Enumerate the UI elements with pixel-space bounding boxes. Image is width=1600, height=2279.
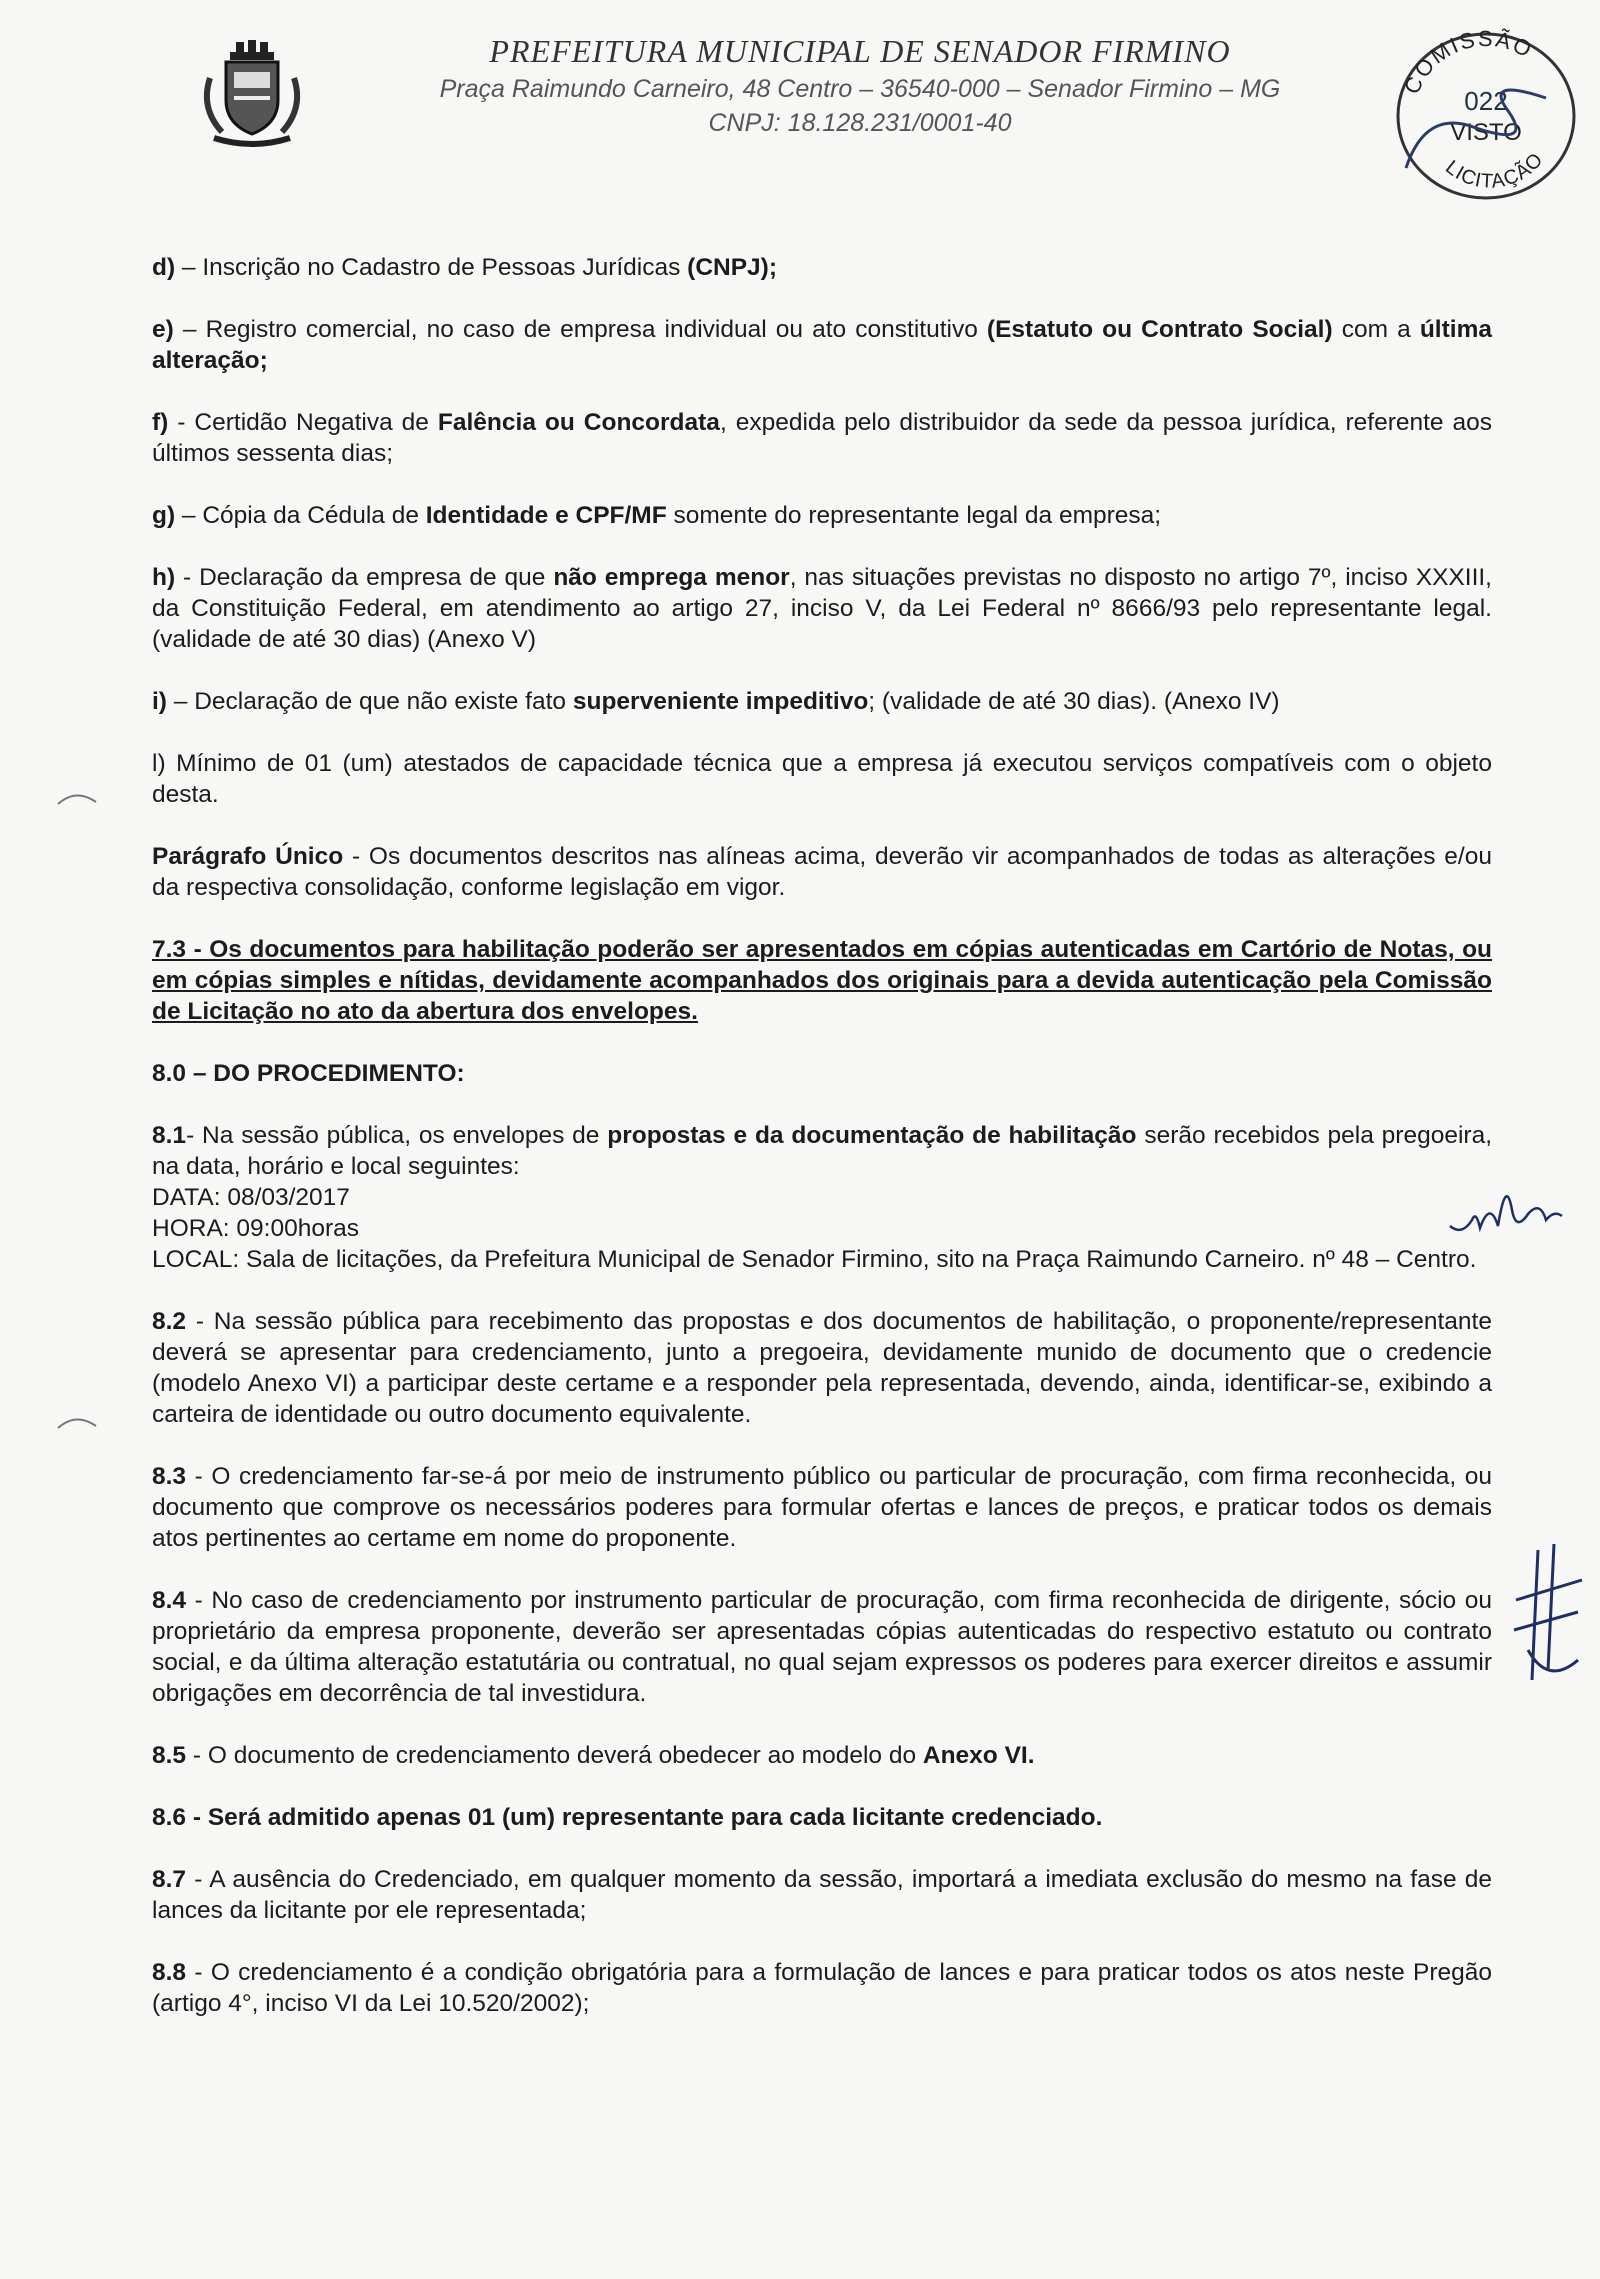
- item-l: l) Mínimo de 01 (um) atestados de capacidade técnica que a empresa já executou serviços compatíveis com o objeto desta.: [152, 750, 1492, 808]
- letterhead-title: PREFEITURA MUNICIPAL DE SENADOR FIRMINO: [489, 33, 1231, 69]
- section-8-3: 8.3 - O credenciamento far-se-á por meio de instrumento público ou particular de procuração, com firma reconhecida, ou documento que comprove os necessários poderes para formular ofertas e lances de preços, e praticar todos os demais atos pertinentes ao certame em nome do proponente.: [152, 1463, 1492, 1552]
- item-g: g) – Cópia da Cédula de Identidade e CPF/MF somente do representante legal da empresa;: [152, 502, 1162, 529]
- item-e: e) – Registro comercial, no caso de empresa individual ou ato constitutivo (Estatuto ou Contrato Social) com a última alteração;: [152, 316, 1492, 374]
- stamp-bottom-text: LICITAÇÃO: [1441, 148, 1548, 193]
- document-body: [152, 240, 1492, 2019]
- section-8-6: 8.6 - Será admitido apenas 01 (um) representante para cada licitante credenciado.: [152, 1804, 1103, 1831]
- item-d: d) – Inscrição no Cadastro de Pessoas Jurídicas (CNPJ);: [152, 254, 778, 281]
- handwritten-signature-icon: [1508, 1540, 1588, 1690]
- section-8-2: 8.2 - Na sessão pública para recebimento das propostas e dos documentos de habilitação, o proponente/representante deverá se apresentar para credenciamento, junto a pregoeira, devidamente munido de documento que o credencie (modelo Anexo VI) a participar deste certame e a responder pela representada, devendo, ainda, identificar-se, exibindo a carteira de identidade ou outro documento equivalente.: [152, 1308, 1492, 1428]
- margin-mark-icon: [56, 788, 98, 808]
- session-time: HORA: 09:00horas: [152, 1215, 359, 1242]
- item-f: f) - Certidão Negativa de Falência ou Concordata, expedida pelo distribuidor da sede da pessoa jurídica, referente aos últimos sessenta dias;: [152, 409, 1493, 467]
- commission-stamp-icon: [1386, 18, 1586, 208]
- letterhead-address: Praça Raimundo Carneiro, 48 Centro – 36540-000 – Senador Firmino – MG: [439, 75, 1281, 103]
- stamp-top-text: COMISSÃO: [1398, 25, 1538, 98]
- section-8-0-heading: 8.0 – DO PROCEDIMENTO:: [152, 1060, 465, 1087]
- session-date: DATA: 08/03/2017: [152, 1184, 350, 1211]
- paragrafo-unico: Parágrafo Único - Os documentos descritos nas alíneas acima, deverão vir acompanhados de todas as alterações e/ou da respectiva consolidação, conforme legislação em vigor.: [152, 843, 1492, 901]
- section-8-1: 8.1- Na sessão pública, os envelopes de propostas e da documentação de habilitação serão recebidos pela pregoeira, na data, horário e local seguintes:: [152, 1122, 1493, 1180]
- stamp-middle-text: VISTO: [1450, 119, 1522, 146]
- section-7-3: 7.3 - Os documentos para habilitação poderão ser apresentados em cópias autenticadas em Cartório de Notas, ou em cópias simples e nítidas, devidamente acompanhados dos originais para a devida autenticação pela Comissão de Licitação no ato da abertura dos envelopes.: [152, 936, 1492, 1025]
- municipal-crest-icon: [196, 38, 308, 150]
- letterhead-cnpj: CNPJ: 18.128.231/0001-40: [708, 109, 1012, 137]
- section-8-7: 8.7 - A ausência do Credenciado, em qualquer momento da sessão, importará a imediata exclusão do mesmo na fase de lances da licitante por ele representada;: [152, 1866, 1492, 1924]
- item-i: i) – Declaração de que não existe fato superveniente impeditivo; (validade de até 30 dias). (Anexo IV): [152, 688, 1280, 715]
- section-8-4: 8.4 - No caso de credenciamento por instrumento particular de procuração, com firma reconhecida de dirigente, sócio ou proprietário da empresa proponente, deverão ser apresentadas cópias autenticadas do respectivo estatuto ou contrato social, e da última alteração estatutária ou contratual, no qual sejam expressos os poderes para exercer direitos e assumir obrigações em decorrência de tal investidura.: [152, 1587, 1492, 1707]
- stamp-number: 022: [1464, 86, 1508, 116]
- session-location: LOCAL: Sala de licitações, da Prefeitura Municipal de Senador Firmino, sito na Praça Raimundo Carneiro. nº 48 – Centro.: [152, 1246, 1477, 1273]
- section-8-8: 8.8 - O credenciamento é a condição obrigatória para a formulação de lances e para praticar todos os atos neste Pregão (artigo 4°, inciso VI da Lei 10.520/2002);: [152, 1959, 1492, 2017]
- margin-mark-icon: [56, 1412, 98, 1432]
- section-8-5: 8.5 - O documento de credenciamento deverá obedecer ao modelo do Anexo VI.: [152, 1742, 1035, 1769]
- letterhead: [360, 30, 1360, 140]
- item-h: h) - Declaração da empresa de que não emprega menor, nas situações previstas no disposto no artigo 7º, inciso XXXIII, da Constituição Federal, em atendimento ao artigo 27, inciso V, da Lei Federal nº 8666/93 pelo representante legal. (validade de até 30 dias) (Anexo V): [152, 564, 1492, 653]
